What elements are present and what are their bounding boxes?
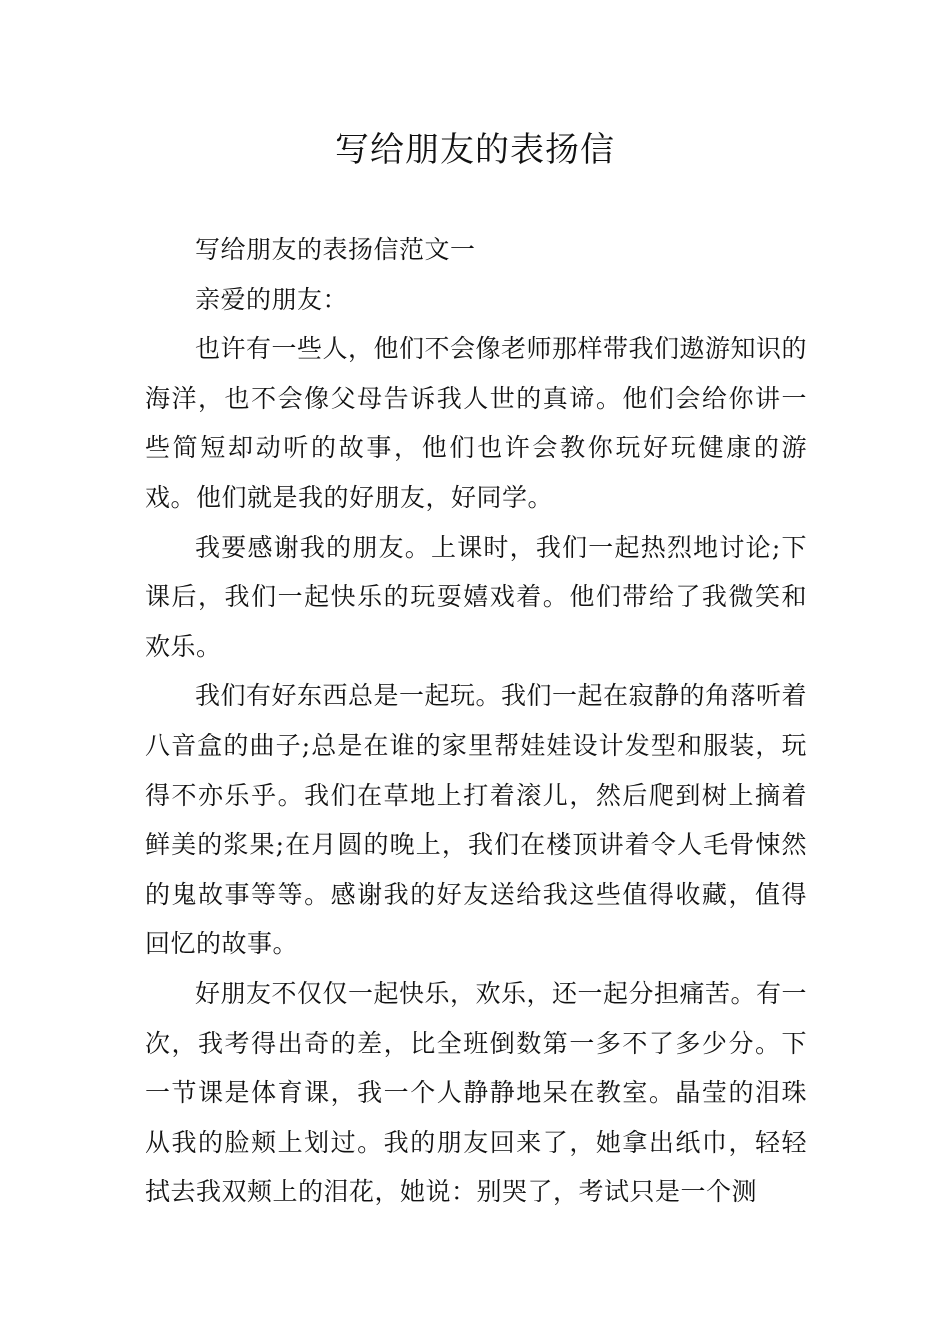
paragraph-4: 好朋友不仅仅一起快乐，欢乐，还一起分担痛苦。有一次，我考得出奇的差，比全班倒数第一多不了多少分。下一节课是体育课，我一个人静静地呆在教室。晶莹的泪珠从我的脸颊上划过。我的朋友回来了，她拿出纸巾，轻轻拭去我双颊上的泪花，她说：别哭了，考试只是一个测 (145, 978, 808, 1207)
document-body (145, 225, 807, 1217)
document-title: 写给朋友的表扬信 (335, 130, 615, 170)
paragraph-2: 我要感谢我的朋友。上课时，我们一起热烈地讨论;下课后，我们一起快乐的玩耍嬉戏着。他们带给了我微笑和欢乐。 (145, 532, 807, 661)
paragraph-subtitle: 写给朋友的表扬信范文一 (195, 235, 476, 264)
paragraph-3: 我们有好东西总是一起玩。我们一起在寂静的角落听着八音盒的曲子;总是在谁的家里帮娃娃设计发型和服装，玩得不亦乐乎。我们在草地上打着滚儿，然后爬到树上摘着鲜美的浆果;在月圆的晚上，我们在楼顶讲着令人毛骨悚然的鬼故事等等。感谢我的好友送给我这些值得收藏，值得回忆的故事。 (145, 681, 808, 959)
paragraph-1: 也许有一些人，他们不会像老师那样带我们遨游知识的海洋，也不会像父母告诉我人世的真谛。他们会给你讲一些简短却动听的故事，他们也许会教你玩好玩健康的游戏。他们就是我的好朋友，好同学。 (145, 334, 808, 512)
paragraph-salutation: 亲爱的朋友： (195, 284, 349, 314)
